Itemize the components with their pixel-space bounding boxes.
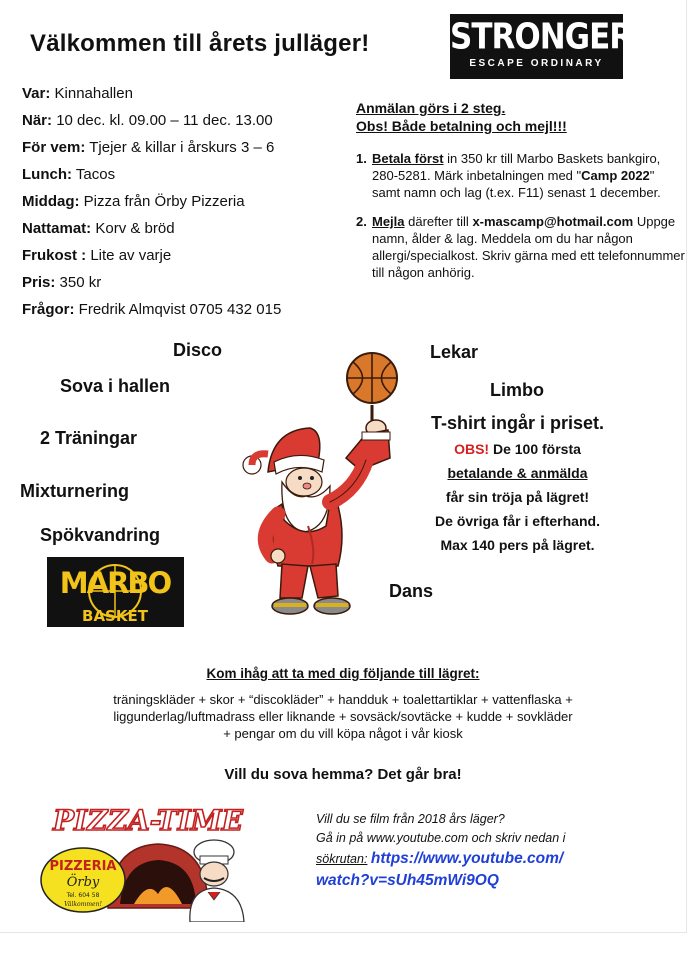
activity-disco: Disco xyxy=(173,340,223,360)
packing-list: Kom ihåg att ta med dig följande till lägret: träningskläder + skor + “discokläder” + handduk + toalettartiklar + vattenflaska + liggunderlag/luftmadrass eller liknande + sovsäck/sovtäcke + kudde + sovkläder + pengar om du vill köpa något i vår kiosk xyxy=(113,666,573,741)
activity-traningar: 2 Träningar xyxy=(40,428,138,448)
step-email: 2. Mejla därefter till x-mascamp@hotmail.com Uppge namn, ålder & lag. Meddela om du har någon allergi/specialkost. Skriv gärna med ett telefonnummer till någon anhörig. xyxy=(356,214,685,280)
marbo-logo-graphic xyxy=(47,557,184,627)
info-row-frukost: Frukost : Lite av varje xyxy=(22,247,172,264)
film-info: Vill du se film från 2018 års läger? Gå in på www.youtube.com och skriv nedan i sökrutan: https://www.youtube.com/ watch?v=sUh45mWi9OQ xyxy=(316,810,565,892)
activity-limbo: Limbo xyxy=(490,380,544,400)
pizza-time-logo xyxy=(38,800,263,922)
info-row-lunch: Lunch: Tacos xyxy=(22,166,116,183)
activity-dans: Dans xyxy=(389,581,434,601)
svg-text:Örby: Örby xyxy=(66,875,100,890)
youtube-link[interactable]: https://www.youtube.com/ xyxy=(370,850,564,867)
santa-basketball-illustration xyxy=(238,350,403,622)
activity-mixturnering: Mixturnering xyxy=(20,481,130,501)
svg-text:Tel. 604 58: Tel. 604 58 xyxy=(66,892,100,899)
svg-text:Välkommen!: Välkommen! xyxy=(64,901,102,908)
basketball-icon xyxy=(347,353,397,403)
svg-text:PIZZA-TIME: PIZZA-TIME xyxy=(52,804,244,837)
svg-text:MARBO: MARBO xyxy=(59,566,171,600)
activity-lekar: Lekar xyxy=(430,342,479,362)
registration-heading: Anmälan görs i 2 steg. Obs! Både betalning och mejl!!! xyxy=(356,100,567,134)
stronger-logo: STRONGER ESCAPE ORDINARY xyxy=(450,14,623,79)
tshirt-notice: T-shirt ingår i priset. OBS! De 100 första betalande & anmälda får sin tröja på lägret! De övriga får i efterhand. Max 140 pers på lägret. xyxy=(430,413,605,553)
info-row-nattamat: Nattamat: Korv & bröd xyxy=(22,220,175,237)
youtube-link-cont[interactable]: watch?v=sUh45mWi9OQ xyxy=(316,872,499,889)
info-row-middag: Middag: Pizza från Örby Pizzeria xyxy=(22,193,245,210)
activity-sova: Sova i hallen xyxy=(60,376,171,396)
svg-text:PIZZERIA: PIZZERIA xyxy=(49,859,117,874)
step-pay: 1. Betala först in 350 kr till Marbo Baskets bankgiro, 280-5281. Märk inbetalningen med "Camp 2022" samt namn och lag (t.ex. F11) senast 1 december. xyxy=(356,151,661,200)
info-row-pris: Pris: 350 kr xyxy=(22,274,102,291)
registration-steps xyxy=(356,150,686,293)
svg-text:BASKET: BASKET xyxy=(82,607,148,625)
camp-info-list xyxy=(22,80,281,323)
info-row-var: Var: Kinnahallen xyxy=(22,85,133,102)
info-row-fragor: Frågor: Fredrik Almqvist 0705 432 015 xyxy=(22,301,282,318)
info-row-for-vem: För vem: Tjejer & killar i årskurs 3 – 6 xyxy=(22,139,275,156)
info-row-nar: När: 10 dec. kl. 09.00 – 11 dec. 13.00 xyxy=(22,112,273,129)
activity-spokvandring: Spökvandring xyxy=(40,525,161,545)
email-address[interactable]: x-mascamp@hotmail.com xyxy=(472,214,634,229)
sleep-home-note: Vill du sova hemma? Det går bra! xyxy=(224,766,462,783)
page-title: Välkommen till årets julläger! xyxy=(30,30,370,57)
marbo-basket-logo xyxy=(47,557,184,627)
